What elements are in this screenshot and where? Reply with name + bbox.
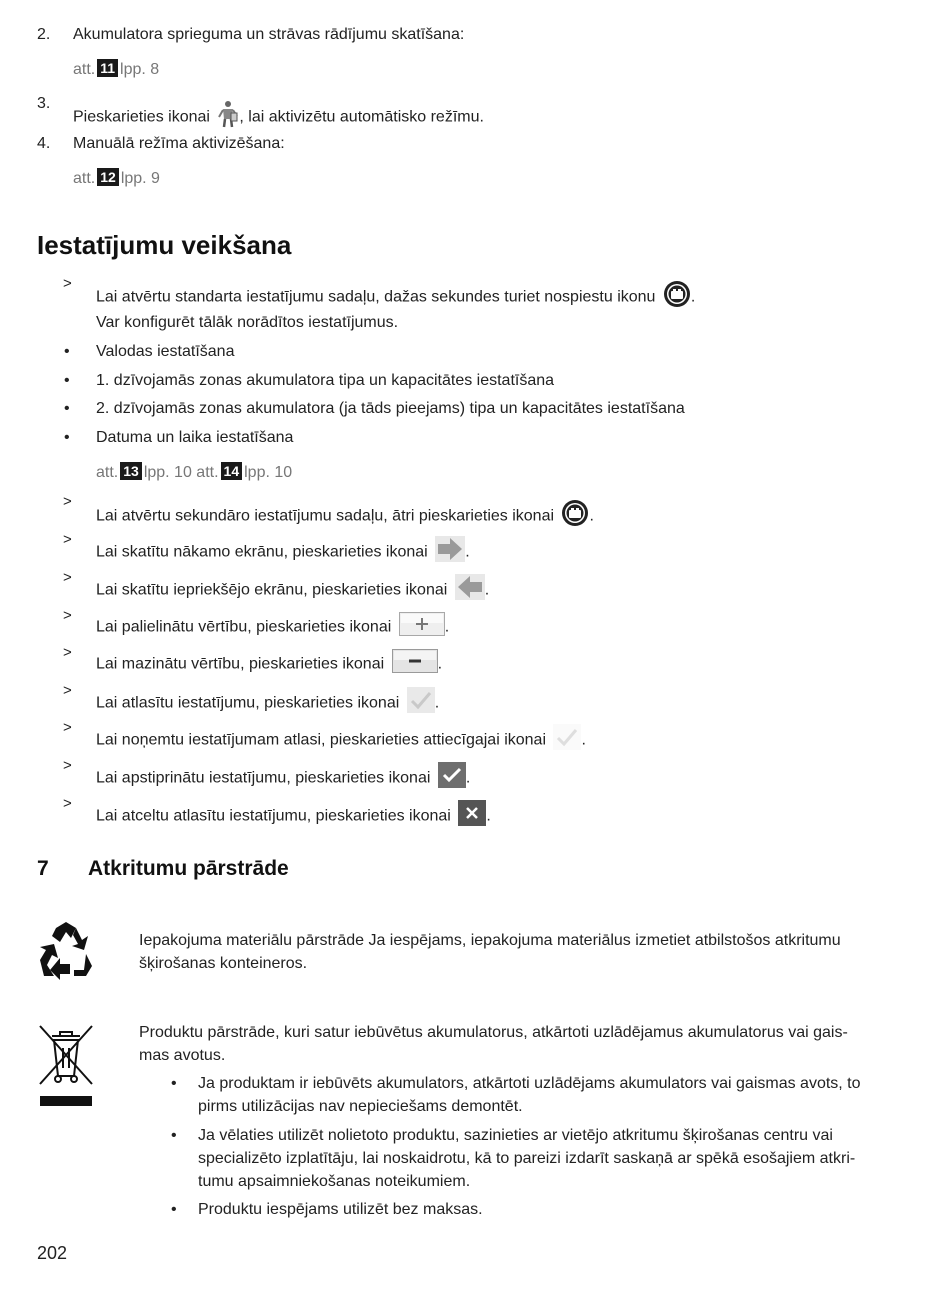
step-number: 3.	[37, 95, 51, 112]
bullet-dot: •	[64, 400, 70, 417]
chevron-right-icon: >	[63, 531, 72, 548]
period: .	[437, 655, 443, 673]
list-item: Datuma un laika iestatīšana	[96, 429, 294, 446]
instruction-text	[96, 280, 695, 315]
ref-page: lpp. 10 att.	[143, 464, 219, 481]
arrow-left-icon	[455, 574, 485, 607]
text-line: specializēto izplatītāju, lai noskaidrotu, kā to pareizi izdarīt saskaņā ar spēkā esošajiem atkri-	[198, 1150, 856, 1167]
ref-page: lpp. 10	[244, 464, 293, 481]
figure-reference	[96, 462, 292, 484]
checkmark-light-icon	[407, 687, 435, 720]
packaging-recycling-text	[139, 929, 841, 975]
ref-prefix: att.	[96, 464, 119, 481]
instruction-text	[96, 762, 470, 795]
instruction-text	[96, 612, 449, 643]
instruction-text	[96, 536, 470, 569]
text-line: Ja vēlaties utilizēt nolietoto produktu, sazinieties ar vietējo atkritumu šķirošanas centru vai	[198, 1127, 833, 1144]
instruction-label: Lai skatītu iepriekšējo ekrānu, pieskarieties ikonai	[96, 581, 448, 599]
chevron-right-icon: >	[63, 682, 72, 699]
step-text-after: , lai aktivizētu automātisko režīmu.	[239, 108, 484, 126]
step-text: Akumulatora sprieguma un strāvas rādījumu skatīšana:	[73, 26, 465, 43]
chevron-right-icon: >	[63, 569, 72, 586]
instruction-label: Lai skatītu nākamo ekrānu, pieskarieties ikonai	[96, 543, 428, 561]
text-line: šķirošanas konteineros.	[139, 955, 308, 972]
section-heading: Iestatījumu veikšana	[37, 230, 292, 260]
instruction-label: Lai apstiprinātu iestatījumu, pieskarieties ikonai	[96, 769, 431, 787]
period: .	[486, 807, 491, 825]
text-line: Iepakojuma materiālu pārstrāde Ja iespējams, iepakojuma materiālus izmetiet atbilstošos atkritumu	[139, 932, 841, 949]
note-text: Var konfigurēt tālāk norādītos iestatījumus.	[96, 314, 399, 331]
automatic-mode-person-icon	[217, 100, 239, 135]
period: .	[589, 507, 594, 525]
instruction-text	[96, 687, 439, 720]
bullet-dot: •	[171, 1127, 177, 1144]
list-item	[198, 1072, 861, 1118]
bullet-dot: •	[171, 1075, 177, 1092]
crossed-bin-icon	[36, 1022, 96, 1113]
section-heading: Atkritumu pārstrāde	[88, 857, 289, 880]
recycling-icon	[36, 920, 96, 985]
instruction-label: Lai mazinātu vērtību, pieskarieties ikonai	[96, 655, 385, 673]
period: .	[581, 731, 586, 749]
list-item	[198, 1124, 855, 1193]
figure-number-box: 13	[120, 462, 142, 480]
figure-number-box: 14	[221, 462, 243, 480]
chevron-right-icon: >	[63, 757, 72, 774]
step-number: 2.	[37, 26, 51, 43]
checkmark-faint-icon	[553, 724, 581, 757]
cross-dark-icon	[458, 800, 486, 833]
instruction-text	[96, 574, 489, 607]
step-text	[73, 100, 484, 135]
ref-page: lpp. 9	[120, 170, 160, 187]
settings-round-icon	[663, 280, 691, 315]
period: .	[465, 769, 471, 787]
ref-prefix: att.	[73, 170, 96, 187]
product-recycling-text	[139, 1021, 848, 1067]
section-number: 7	[37, 857, 49, 880]
instruction-text	[96, 800, 491, 833]
step-text-before: Pieskarieties ikonai	[73, 108, 210, 126]
list-item: 1. dzīvojamās zonas akumulatora tipa un kapacitātes iestatīšana	[96, 372, 555, 389]
list-item	[198, 1198, 483, 1221]
period: .	[690, 288, 696, 306]
step-number: 4.	[37, 135, 51, 152]
list-item: Valodas iestatīšana	[96, 343, 235, 360]
instruction-text	[96, 499, 594, 534]
period: .	[434, 694, 440, 712]
instruction-label: Lai atvērtu sekundāro iestatījumu sadaļu, ātri pieskarieties ikonai	[96, 507, 555, 525]
instruction-text	[96, 724, 586, 757]
arrow-right-icon	[435, 536, 465, 569]
chevron-right-icon: >	[63, 795, 72, 812]
period: .	[444, 618, 450, 636]
text-line: pirms utilizācijas nav nepieciešams demontēt.	[198, 1098, 523, 1115]
text-line: tumu apsaimniekošanas noteikumiem.	[198, 1173, 471, 1190]
instruction-label: Lai atvērtu standarta iestatījumu sadaļu, dažas sekundes turiet nospiestu ikonu	[96, 288, 656, 306]
ref-prefix: att.	[73, 61, 96, 78]
text-line: mas avotus.	[139, 1047, 226, 1064]
chevron-right-icon: >	[63, 719, 72, 736]
minus-icon	[392, 649, 438, 680]
step-text: Manuālā režīma aktivizēšana:	[73, 135, 285, 152]
text-line: Produktu pārstrāde, kuri satur iebūvētus akumulatorus, atkārtoti uzlādējamus akumulatorus vai gais-	[139, 1024, 848, 1041]
chevron-right-icon: >	[63, 607, 72, 624]
period: .	[484, 581, 490, 599]
ref-page: lpp. 8	[120, 61, 160, 78]
bullet-dot: •	[64, 429, 70, 446]
instruction-text	[96, 649, 442, 680]
period: .	[465, 543, 470, 561]
bullet-dot: •	[171, 1201, 177, 1218]
figure-number-box: 12	[97, 168, 119, 186]
text-line: Ja produktam ir iebūvēts akumulators, atkārtoti uzlādējams akumulators vai gaismas avots, to	[198, 1075, 861, 1092]
bullet-dot: •	[64, 372, 70, 389]
bullet-dot: •	[64, 343, 70, 360]
checkmark-dark-icon	[438, 762, 466, 795]
chevron-right-icon: >	[63, 644, 72, 661]
list-item: 2. dzīvojamās zonas akumulatora (ja tāds pieejams) tipa un kapacitātes iestatīšana	[96, 400, 685, 417]
figure-reference	[73, 168, 160, 190]
page-number: 202	[37, 1243, 68, 1263]
figure-reference	[73, 59, 159, 81]
instruction-label: Lai atlasītu iestatījumu, pieskarieties ikonai	[96, 694, 400, 712]
figure-number-box: 11	[97, 59, 118, 77]
plus-icon	[399, 612, 445, 643]
text-line: Produktu iespējams utilizēt bez maksas.	[198, 1201, 483, 1218]
instruction-label: Lai noņemtu iestatījumam atlasi, pieskarieties attiecīgajai ikonai	[96, 731, 547, 749]
chevron-right-icon: >	[63, 275, 72, 292]
settings-round-icon	[561, 499, 589, 534]
instruction-label: Lai palielinātu vērtību, pieskarieties ikonai	[96, 618, 392, 636]
chevron-right-icon: >	[63, 493, 72, 510]
instruction-label: Lai atceltu atlasītu iestatījumu, pieskarieties ikonai	[96, 807, 451, 825]
